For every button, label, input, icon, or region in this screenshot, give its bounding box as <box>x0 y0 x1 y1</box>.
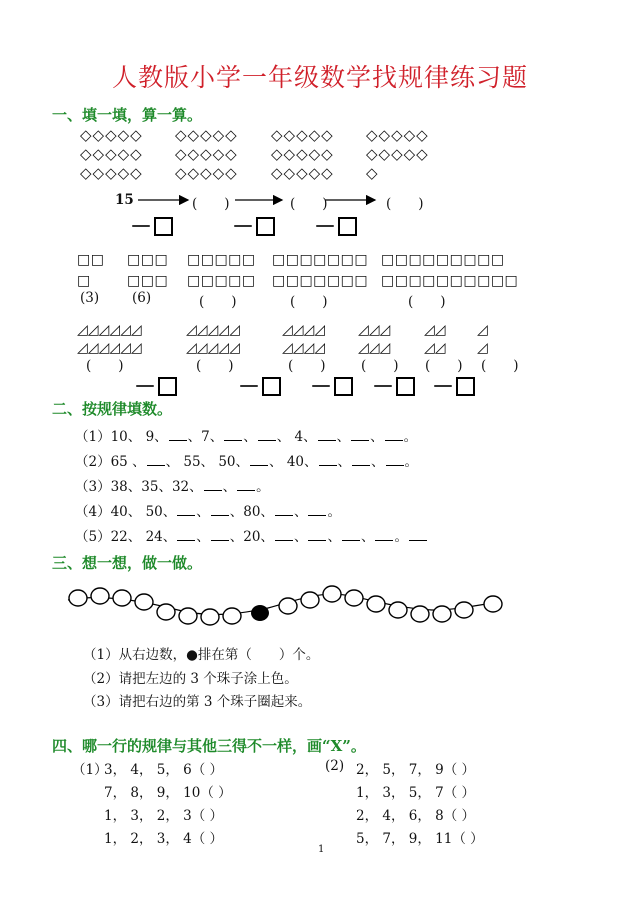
arrow-answer-blank[interactable]: ( ) <box>290 196 328 212</box>
arrow-chain <box>130 190 420 210</box>
pattern-row[interactable]: 1， 3， 2， 3（ ） <box>104 808 224 824</box>
fill-blank[interactable] <box>409 528 427 541</box>
diamond-row: ◇◇◇◇◇ <box>80 164 143 182</box>
minus-box-label: － <box>432 370 475 401</box>
answer-box[interactable] <box>256 217 275 236</box>
section-2-heading: 二、按规律填数。 <box>52 400 173 418</box>
triangle-group-4: ◿◿◿ ◿◿◿ <box>358 322 391 356</box>
answer-box[interactable] <box>158 377 177 396</box>
bead[interactable] <box>135 594 153 610</box>
diamond-row: ◇◇◇◇◇ <box>175 145 238 163</box>
triangle-answer-blank[interactable]: ( ) <box>425 358 463 374</box>
fill-blank[interactable] <box>237 478 255 491</box>
sequence-line-2: （2）65 、 、 55、 50、 、 40、 、 、 。 <box>75 454 419 470</box>
fill-blank[interactable] <box>250 453 268 466</box>
black-bead[interactable] <box>251 605 269 621</box>
fill-blank[interactable] <box>318 428 336 441</box>
triangle-answer-blank[interactable]: ( ) <box>196 358 234 374</box>
minus-box-label: － <box>372 370 415 401</box>
triangle-answer-blank[interactable]: ( ) <box>361 358 399 374</box>
bead[interactable] <box>301 592 319 608</box>
minus-box-label: － <box>232 210 275 241</box>
minus-box-label: － <box>134 370 177 401</box>
section-3-heading: 三、想一想，做一做。 <box>52 554 203 572</box>
answer-box[interactable] <box>338 217 357 236</box>
triangle-group-1: ◿◿◿◿◿◿ ◿◿◿◿◿◿ <box>77 322 142 356</box>
square-answer-blank[interactable]: ( ) <box>199 294 237 310</box>
fill-blank[interactable] <box>211 503 229 516</box>
pattern-row[interactable]: 2， 4， 6， 8（ ） <box>356 808 476 824</box>
triangle-group-5: ◿◿ ◿◿ <box>424 322 446 356</box>
diamond-group-2 <box>175 126 238 183</box>
diamond-group-4 <box>366 126 429 183</box>
question-3-2: （2）请把左边的 3 个珠子涂上色。 <box>83 671 298 687</box>
fill-blank[interactable] <box>224 428 242 441</box>
pattern-row[interactable]: 5， 7， 9， 11（ ） <box>356 831 484 847</box>
answer-box[interactable] <box>154 217 173 236</box>
diamond-row: ◇ <box>366 164 379 182</box>
pattern-row[interactable]: 7， 8， 9， 10（ ） <box>104 785 232 801</box>
answer-box[interactable] <box>456 377 475 396</box>
square-answer-2: (6) <box>132 290 152 306</box>
group-1-label: （1） <box>72 762 108 778</box>
sequence-line-4: （4）40、 50、 、 、80、 、 。 <box>75 504 341 520</box>
sequence-line-3: （3）38、35、32、 、 。 <box>75 479 270 495</box>
triangle-group-6: ◿ ◿ <box>477 322 488 356</box>
square-group-3: □□□□□ □□□□□ <box>187 252 256 289</box>
bead[interactable] <box>201 609 219 625</box>
diamond-group-1 <box>80 126 143 183</box>
bead[interactable] <box>223 608 241 624</box>
square-group-4: □□□□□□□ □□□□□□□ <box>272 252 369 289</box>
square-group-5: □□□□□□□□□ □□□□□□□□□□ <box>381 252 519 289</box>
fill-blank[interactable] <box>275 528 293 541</box>
pattern-row[interactable]: 2， 5， 7， 9（ ） <box>356 762 476 778</box>
diamond-group-3 <box>271 126 334 183</box>
bead[interactable] <box>91 588 109 604</box>
square-answer-1: (3) <box>80 290 100 306</box>
triangle-group-2: ◿◿◿◿◿ ◿◿◿◿◿ <box>186 322 240 356</box>
bead[interactable] <box>157 604 175 620</box>
fill-blank[interactable] <box>204 478 222 491</box>
answer-box[interactable] <box>334 377 353 396</box>
square-group-1: □□ □ <box>77 252 105 289</box>
square-group-2: □□□ □□□ <box>127 252 169 289</box>
minus-box-label: － <box>314 210 357 241</box>
bead[interactable] <box>345 590 363 606</box>
bead[interactable] <box>433 606 451 622</box>
answer-box[interactable] <box>396 377 415 396</box>
diamond-row: ◇◇◇◇◇ <box>175 126 238 144</box>
square-answer-blank[interactable]: ( ) <box>408 294 446 310</box>
page-number: 1 <box>318 844 325 855</box>
square-answer-blank[interactable]: ( ) <box>290 294 328 310</box>
bead[interactable] <box>455 602 473 618</box>
bead[interactable] <box>484 596 502 612</box>
triangle-answer-blank[interactable]: ( ) <box>86 358 124 374</box>
diamond-row: ◇◇◇◇◇ <box>271 145 334 163</box>
diamond-row: ◇◇◇◇◇ <box>80 145 143 163</box>
minus-box-label: － <box>310 370 353 401</box>
fill-blank[interactable] <box>342 528 360 541</box>
answer-box[interactable] <box>262 377 281 396</box>
fill-blank[interactable] <box>308 528 326 541</box>
arrow-answer-blank[interactable]: ( ) <box>386 196 424 212</box>
pattern-row[interactable]: 3， 4， 5， 6（ ） <box>104 762 224 778</box>
fill-blank[interactable] <box>169 428 187 441</box>
fill-blank[interactable] <box>386 453 404 466</box>
section-1-heading: 一、填一填，算一算。 <box>52 106 203 124</box>
question-3-3: （3）请把右边的第 3 个珠子圈起来。 <box>83 694 312 710</box>
fill-blank[interactable] <box>308 503 326 516</box>
triangle-answer-blank[interactable]: ( ) <box>481 358 519 374</box>
bead-string <box>60 578 510 638</box>
group-2-label: (2) <box>325 758 345 774</box>
fill-blank[interactable] <box>177 503 195 516</box>
page-title: 人教版小学一年级数学找规律练习题 <box>111 63 528 92</box>
sequence-line-1: （1）10、 9、 、7、 、 、 4、 、 、 。 <box>75 429 418 445</box>
fill-blank[interactable] <box>258 428 276 441</box>
diamond-row: ◇◇◇◇◇ <box>80 126 143 144</box>
diamond-row: ◇◇◇◇◇ <box>366 126 429 144</box>
fill-blank[interactable] <box>275 503 293 516</box>
diamond-row: ◇◇◇◇◇ <box>175 164 238 182</box>
bead[interactable] <box>279 598 297 614</box>
bead[interactable] <box>179 608 197 624</box>
pattern-row[interactable]: 1， 2， 3， 4（ ） <box>104 831 224 847</box>
fill-blank[interactable] <box>385 428 403 441</box>
section-4-heading: 四、哪一行的规律与其他三得不一样，画“X”。 <box>52 737 366 755</box>
minus-box-label: － <box>130 210 173 241</box>
triangle-group-3: ◿◿◿◿ ◿◿◿◿ <box>282 322 326 356</box>
bead[interactable] <box>113 590 131 606</box>
arrow-start-number: 15 <box>115 192 134 208</box>
fill-blank[interactable] <box>352 453 370 466</box>
diamond-row: ◇◇◇◇◇ <box>271 126 334 144</box>
sequence-line-5: （5）22、 24、 、 、20、 、 、 、 。 <box>75 525 428 545</box>
fill-blank[interactable] <box>147 453 165 466</box>
bead[interactable] <box>389 602 407 618</box>
minus-box-label: － <box>238 370 281 401</box>
bead[interactable] <box>69 590 87 606</box>
fill-blank[interactable] <box>319 453 337 466</box>
arrow-answer-blank[interactable]: ( ) <box>192 196 230 212</box>
diamond-row: ◇◇◇◇◇ <box>366 145 429 163</box>
triangle-answer-blank[interactable]: ( ) <box>288 358 326 374</box>
bead[interactable] <box>411 606 429 622</box>
question-3-1: （1）从右边数，●排在第（ ）个。 <box>83 647 320 663</box>
fill-blank[interactable] <box>351 428 369 441</box>
bead[interactable] <box>323 586 341 602</box>
pattern-row[interactable]: 1， 3， 5， 7（ ） <box>356 785 476 801</box>
fill-blank[interactable] <box>375 528 393 541</box>
fill-blank[interactable] <box>211 528 229 541</box>
fill-blank[interactable] <box>177 528 195 541</box>
diamond-row: ◇◇◇◇◇ <box>271 164 334 182</box>
bead[interactable] <box>367 596 385 612</box>
